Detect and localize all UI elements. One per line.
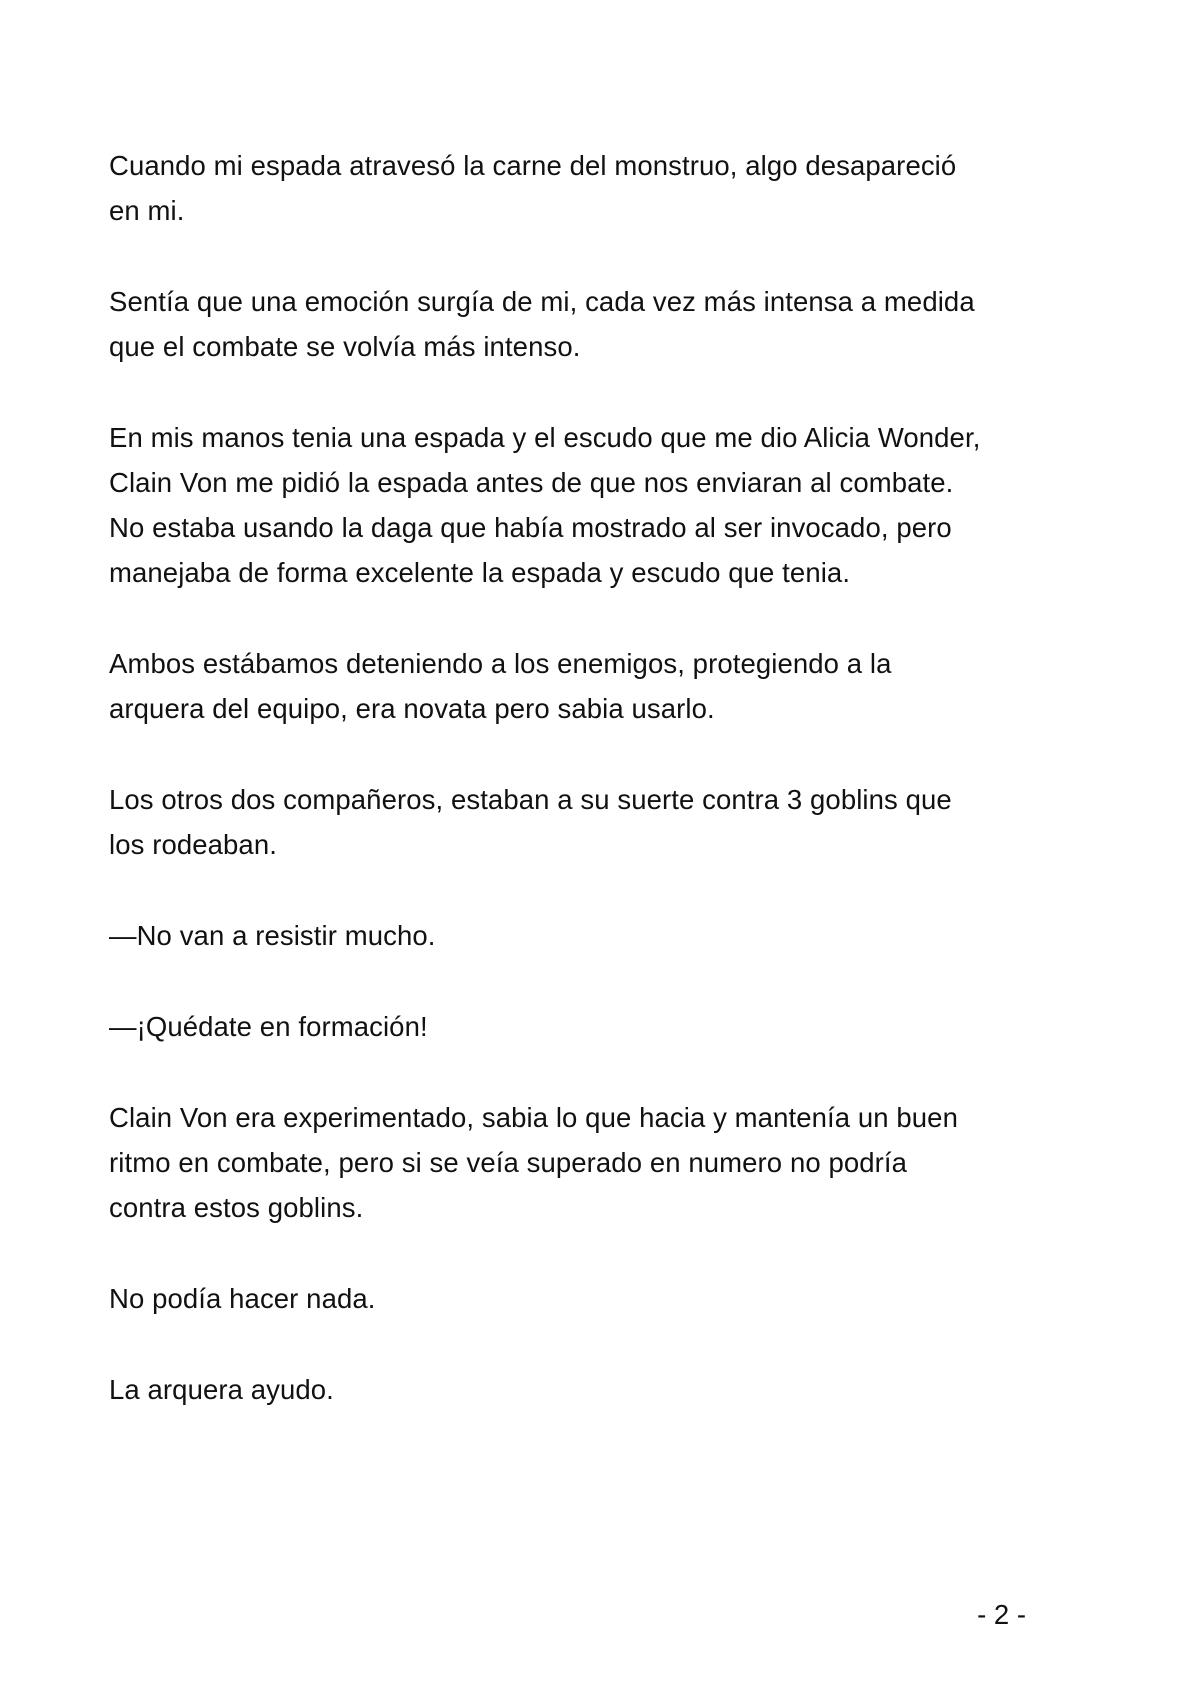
body-text [109,143,1099,1458]
text-line: manejaba de forma excelente la espada y escudo que tenia. [109,557,851,588]
text-line: arquera del equipo, era novata pero sabia usarlo. [109,693,715,724]
text-line: Sentía que una emoción surgía de mi, cada vez más intensa a medida [109,286,975,317]
dialogue-line-1 [109,913,1099,958]
text-line: —No van a resistir mucho. [109,920,436,951]
text-line: que el combate se volvía más intenso. [109,331,581,362]
paragraph-4 [109,641,1099,731]
paragraph-9 [109,1276,1099,1321]
text-line: No estaba usando la daga que había mostrado al ser invocado, pero [109,512,952,543]
text-line: Clain Von era experimentado, sabia lo que hacia y mantenía un buen [109,1102,958,1133]
paragraph-2 [109,279,1099,369]
paragraph-8 [109,1095,1099,1230]
text-line: Ambos estábamos deteniendo a los enemigos, protegiendo a la [109,648,892,679]
text-line: ritmo en combate, pero si se veía superado en numero no podría [109,1147,908,1178]
paragraph-10 [109,1367,1099,1412]
paragraph-3 [109,415,1099,595]
text-line: Clain Von me pidió la espada antes de que nos enviaran al combate. [109,467,954,498]
paragraph-1 [109,143,1099,233]
text-line: Cuando mi espada atravesó la carne del monstruo, algo desapareció [109,150,957,181]
text-line: los rodeaban. [109,829,277,860]
paragraph-5 [109,777,1099,867]
text-line: —¡Quédate en formación! [109,1011,428,1042]
text-line: No podía hacer nada. [109,1283,376,1314]
text-line: en mi. [109,195,185,226]
text-line: contra estos goblins. [109,1192,364,1223]
text-line: La arquera ayudo. [109,1374,334,1405]
text-line: Los otros dos compañeros, estaban a su suerte contra 3 goblins que [109,784,952,815]
text-line: En mis manos tenia una espada y el escudo que me dio Alicia Wonder, [109,422,981,453]
page-number: - 2 - [977,1599,1026,1630]
dialogue-line-2 [109,1004,1099,1049]
